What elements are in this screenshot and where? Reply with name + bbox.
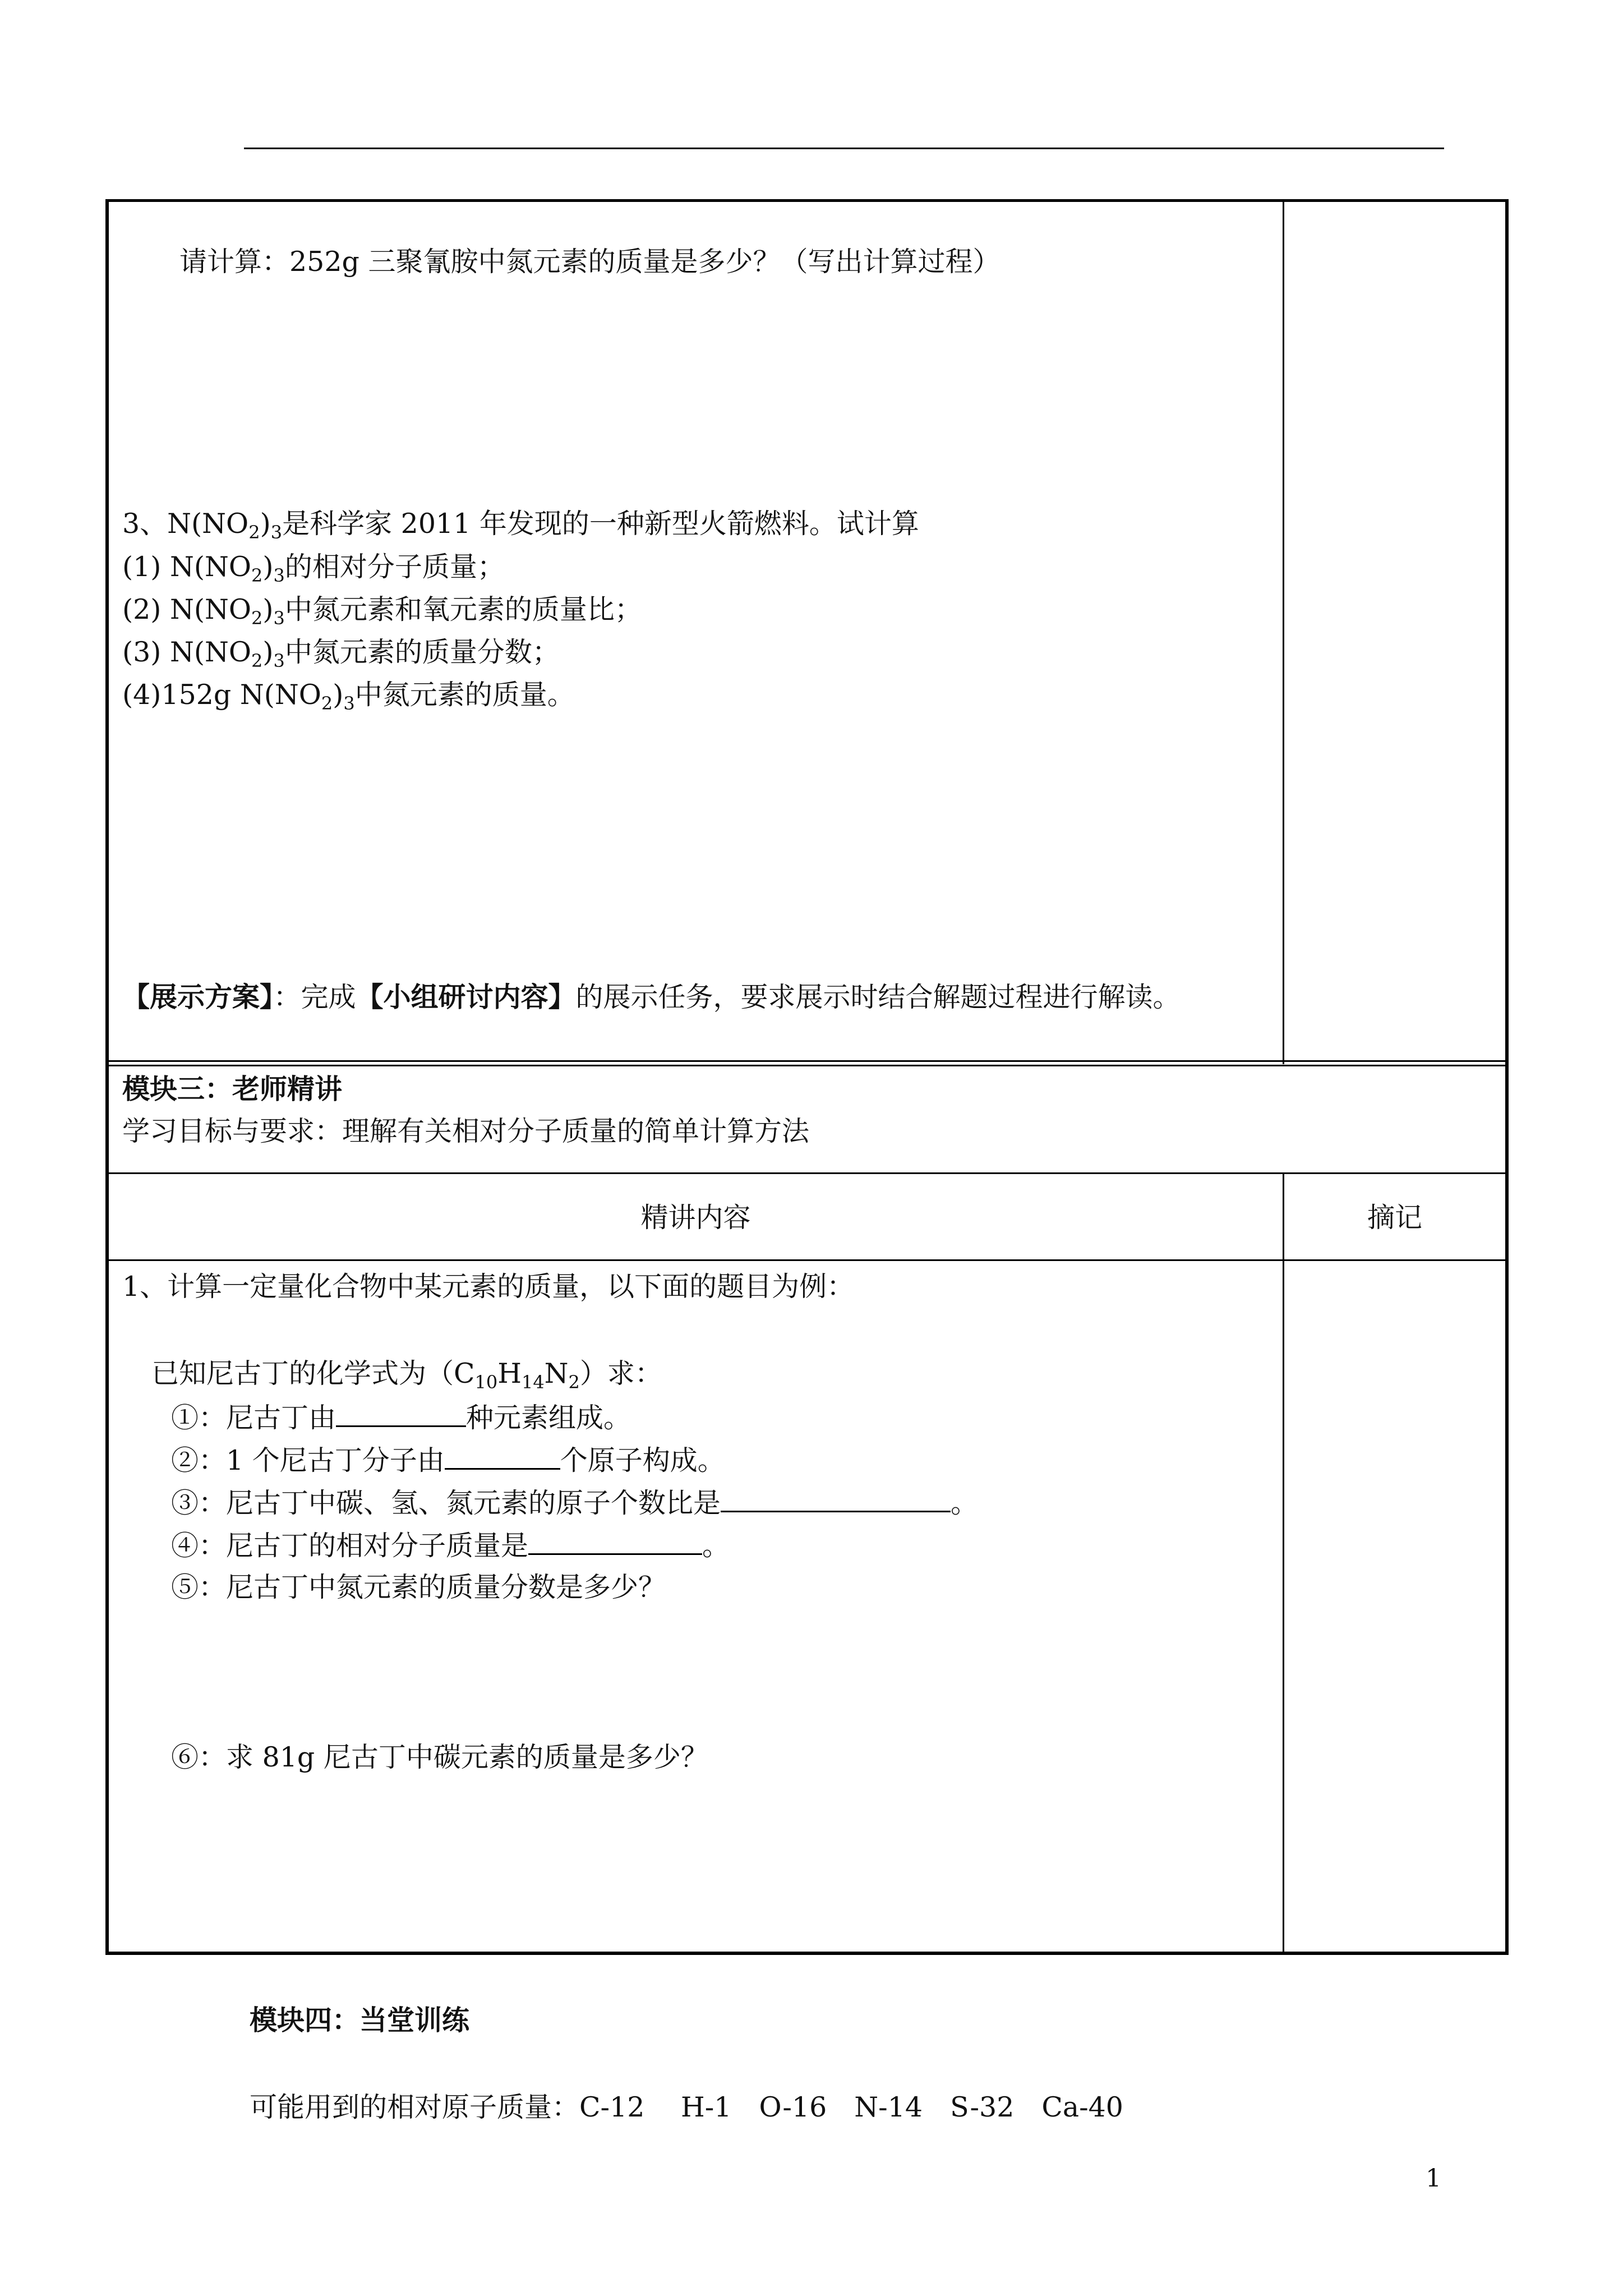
header-row-divider <box>105 1259 1509 1261</box>
answer-blank-3[interactable] <box>721 1486 951 1512</box>
module3-divider <box>105 1172 1509 1174</box>
display-plan-label: 【展示方案】 <box>122 981 274 1013</box>
header-content: 精讲内容 <box>640 1202 751 1234</box>
lecture-item1: 1、计算一定量化合物中某元素的质量，以下面的题目为例： <box>122 1271 855 1303</box>
table-right-border <box>1505 199 1509 1955</box>
sub-question-4: ④：尼古丁的相对分子质量是 。 <box>171 1530 730 1562</box>
table-left-border <box>105 199 109 1955</box>
display-plan-highlight: 【小组研讨内容】 <box>356 981 576 1013</box>
module3-title: 模块三：老师精讲 <box>122 1073 343 1105</box>
problem3-q4: (4)152g $N(NO_2)_3$中氮元素的质量。 <box>122 679 575 714</box>
sub-question-5: ⑤：尼古丁中氮元素的质量分数是多少？ <box>171 1571 666 1603</box>
sub-question-3: ③：尼古丁中碳、氢、氮元素的原子个数比是 。 <box>171 1487 979 1519</box>
sub-question-6: ⑥：求 81g 尼古丁中碳元素的质量是多少？ <box>171 1741 708 1773</box>
answer-blank-4[interactable] <box>528 1529 702 1555</box>
calc-question: 请计算：252g 三聚氰胺中氮元素的质量是多少？（写出计算过程） <box>179 246 1000 278</box>
nicotine-formula-line: 已知尼古丁的化学式为$(C_{10}H_{14}N_2)$求： <box>151 1358 662 1393</box>
header-rule <box>244 148 1444 149</box>
module3-objective: 学习目标与要求：理解有关相对分子质量的简单计算方法 <box>122 1115 810 1147</box>
display-plan: 【展示方案】：完成【小组研讨内容】的展示任务，要求展示时结合解题过程进行解读。 <box>122 981 1181 1013</box>
sub-question-1: ①：尼古丁由 种元素组成。 <box>171 1402 631 1434</box>
table-bottom-border <box>105 1952 1509 1955</box>
notes-column-divider-top <box>1283 199 1284 1064</box>
section-divider-a <box>105 1060 1509 1062</box>
section-divider-b <box>105 1065 1509 1066</box>
answer-blank-1[interactable] <box>336 1401 466 1427</box>
problem3-q3: (3) $N(NO_2)_3$中氮元素的质量分数； <box>122 636 560 671</box>
page-number: 1 <box>1426 2164 1441 2193</box>
sub-question-2: ②：1 个尼古丁分子由 个原子构成。 <box>171 1444 725 1476</box>
header-notes: 摘记 <box>1367 1202 1422 1234</box>
answer-blank-2[interactable] <box>445 1443 560 1470</box>
table-top-border <box>105 199 1509 202</box>
notes-column-divider-bottom <box>1283 1172 1284 1953</box>
module4-title: 模块四：当堂训练 <box>250 2004 470 2036</box>
problem3-q2: (2) $N(NO_2)_3$中氮元素和氧元素的质量比； <box>122 593 642 629</box>
atomic-masses: 可能用到的相对原子质量：C-12 H-1 O-16 N-14 S-32 Ca-40 <box>250 2091 1123 2123</box>
problem3-q1: (1) $N(NO_2)_3$的相对分子质量； <box>122 551 505 586</box>
problem3-intro: 3、$N(NO_2)_3$是科学家 2011 年发现的一种新型火箭燃料。试计算 <box>122 508 919 543</box>
